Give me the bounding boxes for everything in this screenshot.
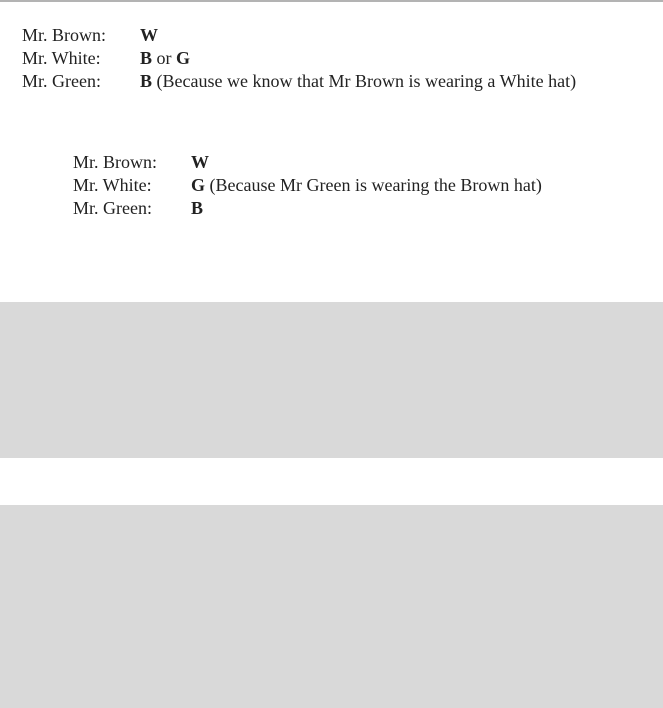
row-mr-white — [73, 174, 542, 197]
hat-letter: G — [191, 175, 206, 195]
hat-value — [140, 70, 576, 93]
row-mr-green — [22, 70, 576, 93]
hat-value — [140, 24, 158, 47]
hat-letter: G — [176, 48, 191, 68]
hat-value — [191, 197, 203, 220]
or-connector: or — [152, 48, 177, 68]
hat-value — [140, 47, 190, 70]
hat-letter: B — [140, 48, 153, 68]
row-mr-brown — [73, 151, 542, 174]
hat-letter: B — [140, 71, 153, 91]
gray-panel-upper — [0, 302, 663, 458]
hat-letter: W — [140, 25, 158, 45]
hat-value — [191, 151, 209, 174]
person-name: Mr. Green: — [73, 198, 152, 218]
person-name: Mr. White: — [73, 175, 152, 195]
row-mr-brown — [22, 24, 576, 47]
hat-letter: B — [191, 198, 204, 218]
hat-assignment-case-two — [73, 151, 542, 220]
person-name: Mr. Green: — [22, 71, 101, 91]
person-name: Mr. Brown: — [22, 25, 107, 45]
hat-letter: W — [191, 152, 209, 172]
top-divider — [0, 0, 663, 2]
reason-note: (Because we know that Mr Brown is wearing a White hat) — [152, 71, 577, 91]
gray-panel-lower — [0, 505, 663, 708]
hat-assignment-case-one — [22, 24, 576, 93]
person-name: Mr. White: — [22, 48, 101, 68]
person-name: Mr. Brown: — [73, 152, 158, 172]
hat-value — [191, 174, 542, 197]
reason-note: (Because Mr Green is wearing the Brown hat) — [205, 175, 542, 195]
row-mr-green — [73, 197, 542, 220]
row-mr-white — [22, 47, 576, 70]
